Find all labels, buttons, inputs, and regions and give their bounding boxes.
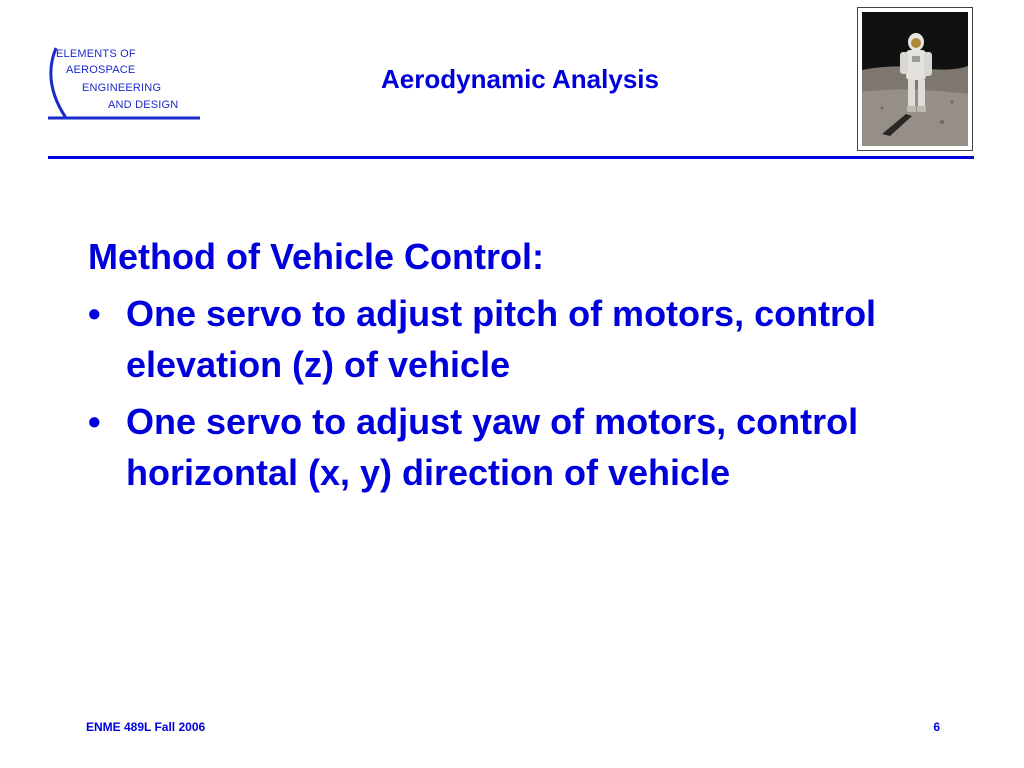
astronaut-photo-image [862, 12, 968, 146]
footer-page-number: 6 [933, 720, 940, 734]
slide-body [88, 232, 968, 504]
header-divider [48, 156, 974, 159]
bullet-text: One servo to adjust yaw of motors, control horizontal (x, y) direction of vehicle [126, 401, 859, 493]
bullet-icon: • [88, 293, 101, 334]
bullet-item [88, 396, 968, 498]
bullet-icon: • [88, 401, 101, 442]
content-heading: Method of Vehicle Control: [88, 236, 544, 277]
bullet-item [88, 288, 968, 390]
slide-title: Aerodynamic Analysis [381, 64, 659, 94]
footer-course-label: ENME 489L Fall 2006 [86, 720, 206, 734]
astronaut-photo [857, 7, 973, 151]
logo-line-4: AND DESIGN [108, 99, 179, 111]
logo-line-2: AEROSPACE [66, 64, 136, 76]
logo-line-3: ENGINEERING [82, 82, 162, 94]
logo-line-1: ELEMENTS OF [56, 48, 136, 60]
course-logo [44, 44, 204, 124]
bullet-text: One servo to adjust pitch of motors, control elevation (z) of vehicle [126, 293, 877, 385]
